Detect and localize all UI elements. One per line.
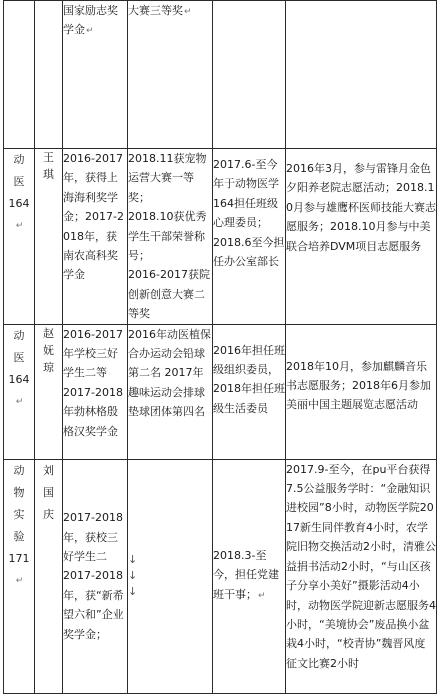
class-label-line: 动 bbox=[13, 328, 25, 342]
class-label-line: 医 bbox=[13, 350, 25, 364]
name-char: 妩 bbox=[43, 343, 54, 357]
scholarship-text: 2016-2017年，获得上海海利奖学金；2017-2018年，获南农高科奖学金 bbox=[63, 152, 124, 282]
class-cell bbox=[4, 459, 35, 693]
class-label-line: 验 bbox=[13, 529, 25, 543]
class-label-line: 实 bbox=[13, 507, 25, 521]
name-char: 国 bbox=[43, 485, 54, 499]
class-label-line: 动 bbox=[13, 153, 25, 166]
competition-text: 2018.11获宠物运营大赛一等奖； bbox=[128, 152, 207, 204]
volunteer-cell bbox=[286, 324, 437, 459]
competition-mark: ↓ bbox=[128, 585, 138, 599]
scholarship-cell bbox=[63, 324, 128, 459]
role-cell bbox=[213, 324, 286, 459]
class-label-line: 医 bbox=[13, 175, 25, 188]
competition-mark: ↓ bbox=[128, 569, 138, 583]
competition-cell bbox=[128, 324, 213, 459]
scholarship-text: 国家励志奖学金 bbox=[63, 4, 118, 37]
class-cell bbox=[4, 324, 35, 459]
name-char: 琼 bbox=[43, 360, 54, 374]
role-cell bbox=[213, 149, 286, 325]
volunteer-text: 2016年3月，参与雷锋月金色夕阳养老院志愿活动；2018.10月参与雄鹰杯医师技能大赛志愿服务；2018.10月参与中美联合培养DVM项目志愿服务 bbox=[286, 162, 436, 253]
student-awards-table bbox=[3, 0, 437, 694]
return-mark: ↵ bbox=[86, 26, 94, 37]
role-text: 2018.3-至今，担任党建班干事； bbox=[213, 549, 279, 601]
scholarship-cell bbox=[63, 1, 128, 149]
role-cell bbox=[213, 1, 286, 149]
name-cell bbox=[35, 324, 63, 459]
role-text: 2018.6至今担任办公室部长 bbox=[213, 235, 285, 269]
volunteer-cell bbox=[286, 149, 437, 325]
name-char: 王 bbox=[43, 151, 54, 164]
competition-text: 2018.10获优秀学生干部荣誉称号； bbox=[128, 210, 207, 263]
scholarship-text: 2017-2018年，获“新希望六和”企业奖学金； bbox=[63, 569, 124, 641]
class-label-line: 动 bbox=[13, 463, 25, 477]
name-char: 庆 bbox=[43, 507, 54, 521]
scholarship-text: 2017-2018年勃林格殷格汉奖学金 bbox=[63, 385, 123, 438]
table-row bbox=[4, 1, 437, 149]
volunteer-text: 2018年10月，参加麒麟音乐书志愿服务；2018年6月参加美丽中国主题展览志愿活动 bbox=[286, 359, 431, 412]
class-cell bbox=[4, 149, 35, 325]
volunteer-cell bbox=[286, 459, 437, 693]
name-cell bbox=[35, 1, 63, 149]
role-text: 2017.6-至今年于动物医学164担任班级心理委员； bbox=[213, 158, 279, 230]
name-char: 琪 bbox=[43, 168, 54, 181]
volunteer-text: 2017.9-至今，在pu平台获得7.5公益服务学时：“金融知识进校园”8小时，动物医学院2017新生同伴教育4小时，农学院旧物交换活动2小时，清雅公益捐书活动2小时，“与山区孩子分享小美好”摄影活动4小时，动物医学院迎新志愿服务4小时，“美境协会”废品换小盆栽4小时，“校青协”魏晋风度征文比赛2小时 bbox=[286, 462, 436, 670]
scholarship-text: 2016-2017年学校三好学生二等 bbox=[63, 327, 123, 380]
role-text: 2016年担任班级组织委员，2018年担任班级生活委员 bbox=[213, 343, 285, 415]
table-row bbox=[4, 149, 437, 325]
table-row bbox=[4, 459, 437, 693]
class-label-line: 164 ↵ bbox=[8, 372, 30, 407]
competition-text: 2016年动医植保合办运动会铅球第二名 2017年趣味运动会排球垫球团体第四名 bbox=[128, 327, 211, 419]
role-cell bbox=[213, 459, 286, 693]
name-char: 刘 bbox=[43, 463, 54, 477]
class-cell bbox=[4, 1, 35, 149]
name-char: 赵 bbox=[43, 326, 54, 340]
competition-cell bbox=[128, 1, 213, 149]
return-mark: ↵ bbox=[184, 7, 192, 17]
scholarship-cell bbox=[63, 149, 128, 325]
name-cell bbox=[35, 459, 63, 693]
return-mark: ↵ bbox=[258, 590, 266, 601]
competition-text: 2016-2017获院创新创意大赛二等奖 bbox=[128, 268, 210, 321]
competition-cell bbox=[128, 149, 213, 325]
competition-text: 大赛三等奖 bbox=[128, 4, 183, 17]
competition-cell bbox=[128, 459, 213, 693]
volunteer-cell bbox=[286, 1, 437, 149]
class-label-line: 物 bbox=[13, 485, 25, 499]
class-label-line: 164 ↵ bbox=[8, 197, 30, 231]
competition-mark: ↓ bbox=[128, 553, 138, 567]
scholarship-text: 2017-2018年，获校三好学生二 bbox=[63, 511, 123, 564]
class-label-line: 171 ↵ bbox=[8, 551, 30, 586]
table-row bbox=[4, 324, 437, 459]
scholarship-cell bbox=[63, 459, 128, 693]
name-cell bbox=[35, 149, 63, 325]
